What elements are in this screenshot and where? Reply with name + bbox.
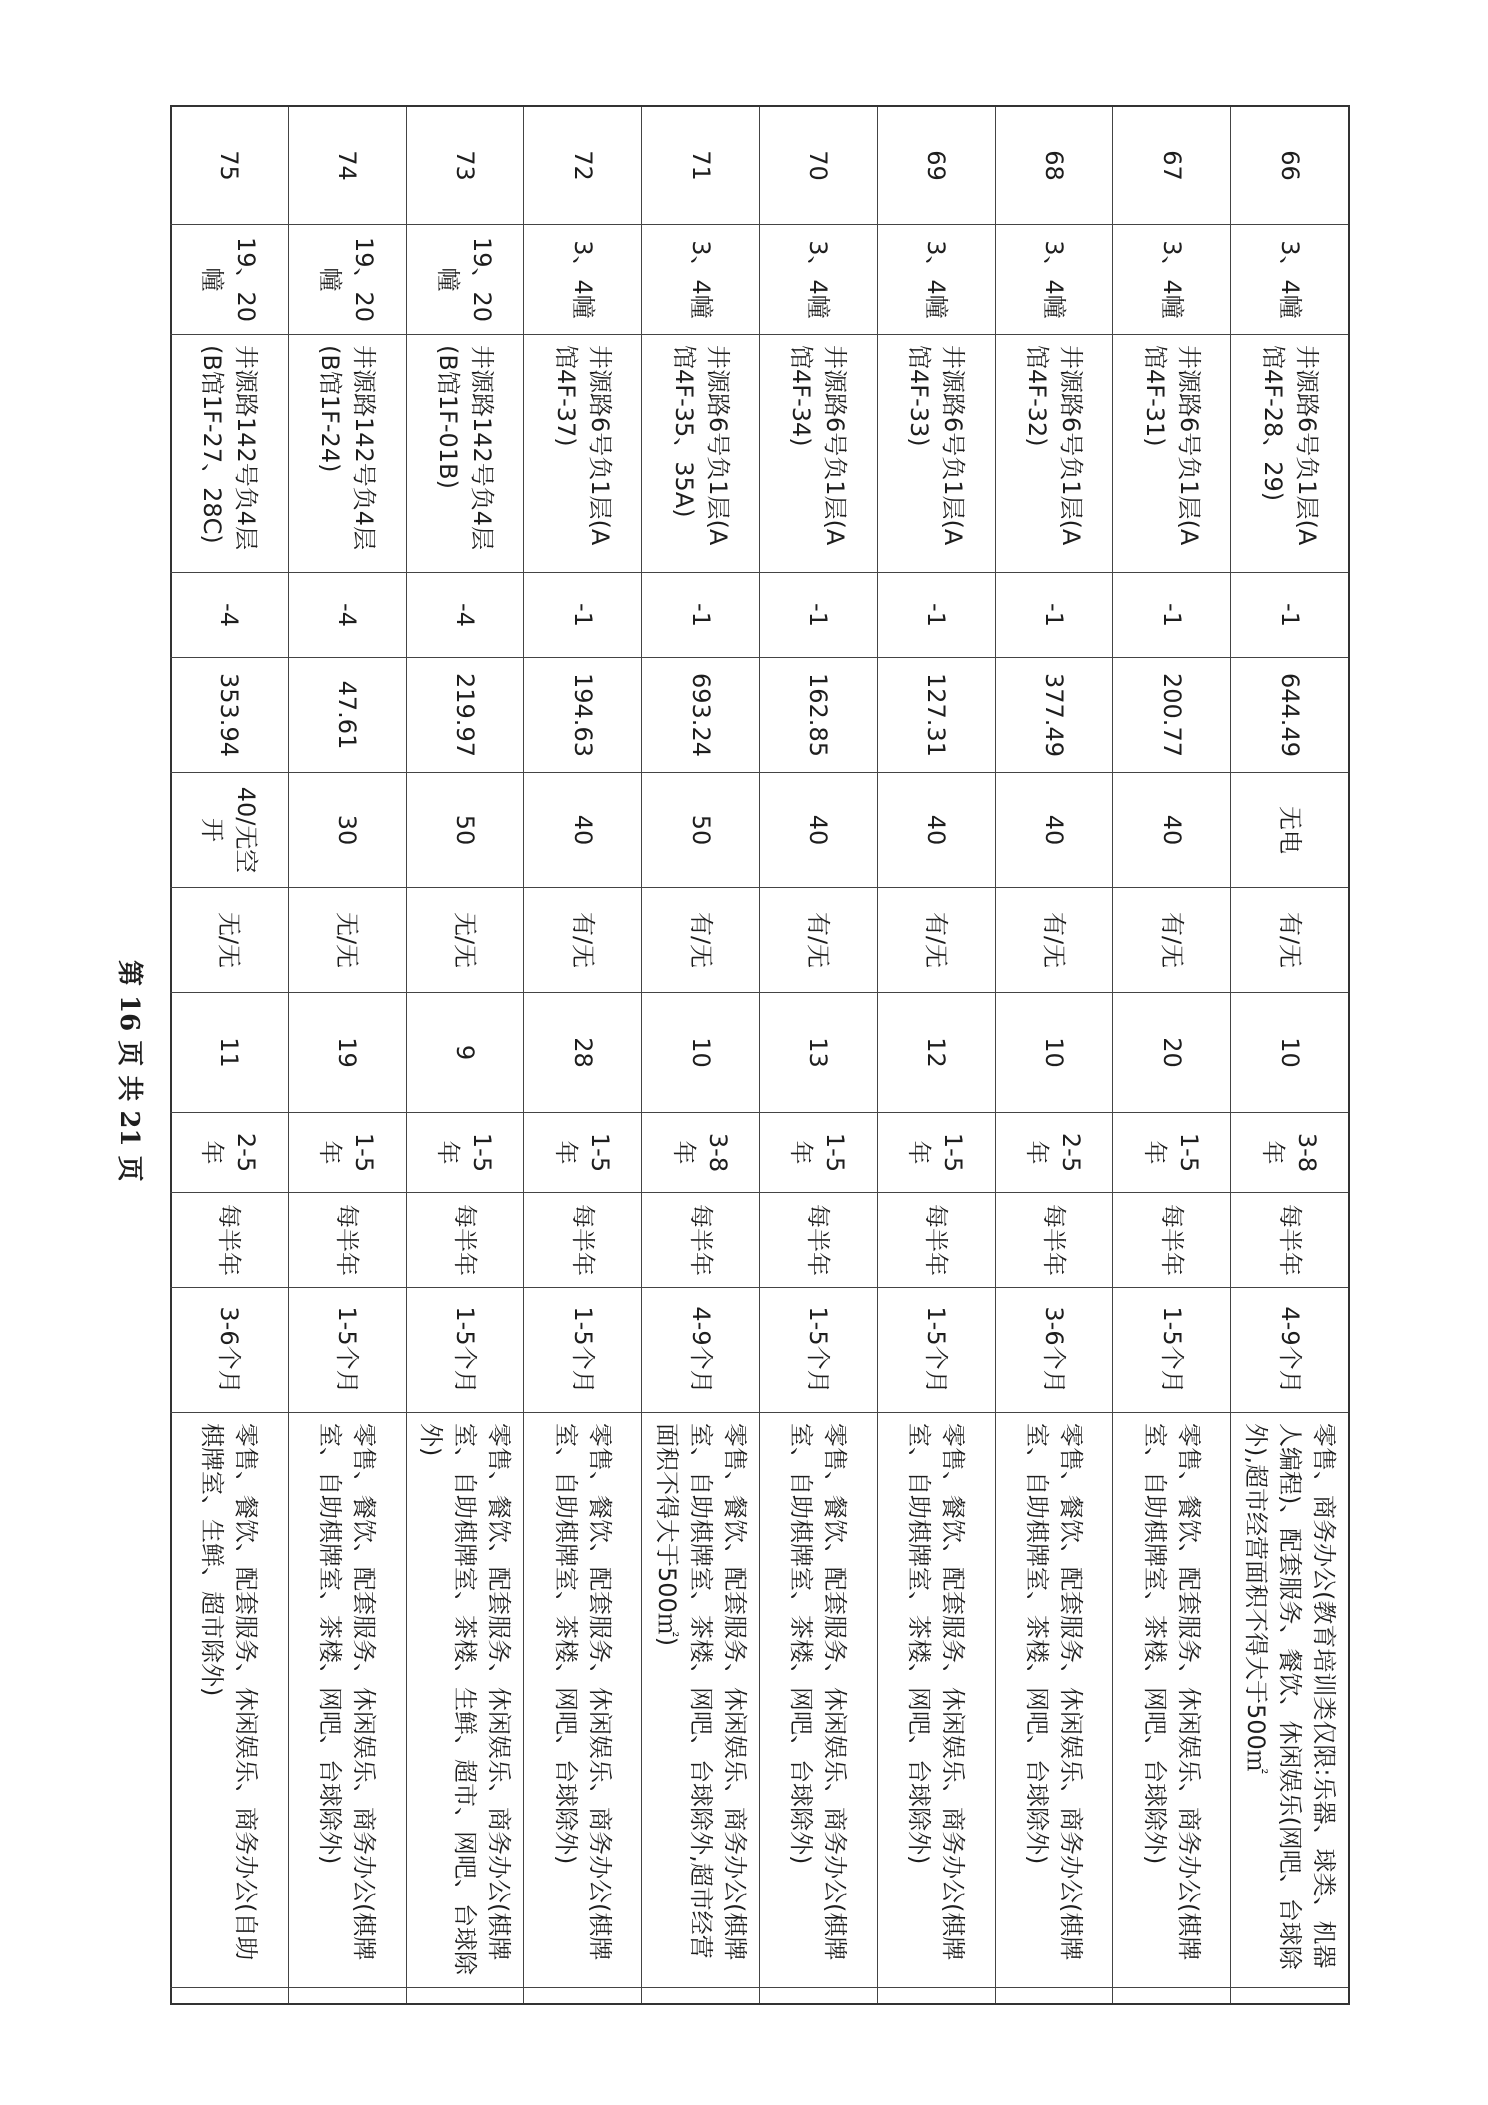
floor-cell: -1 [996, 573, 1113, 658]
area-cell: 377.49 [996, 658, 1113, 773]
quantity-cell: 10 [1231, 993, 1348, 1113]
aircon-cell: 有/无 [524, 888, 641, 993]
rent-free-cell: 1-5个月 [407, 1288, 524, 1413]
rent-free-cell: 3-6个月 [170, 1288, 288, 1413]
row-number: 73 [407, 107, 524, 225]
payment-cell: 每半年 [996, 1193, 1113, 1288]
table-row [288, 107, 406, 2003]
table-row [406, 107, 524, 2003]
aircon-cell: 有/无 [878, 888, 995, 993]
building-cell: 3、4幢 [524, 225, 641, 335]
rent-free-cell: 1-5个月 [1113, 1288, 1230, 1413]
row-number: 70 [760, 107, 877, 225]
aircon-cell: 无/无 [407, 888, 524, 993]
lease-term-cell: 3-8年 [642, 1113, 759, 1193]
rent-free-cell: 1-5个月 [878, 1288, 995, 1413]
rent-free-cell: 1-5个月 [760, 1288, 877, 1413]
rent-free-cell: 1-5个月 [289, 1288, 406, 1413]
table-row [1112, 107, 1230, 2003]
building-cell: 3、4幢 [1113, 225, 1230, 335]
rotated-page [170, 105, 1350, 2005]
table-row [877, 107, 995, 2003]
floor-cell: -1 [1113, 573, 1230, 658]
address-cell: 井源路6号负1层(A馆4F-35、35A) [642, 335, 759, 573]
restriction-cell [170, 1988, 288, 2005]
building-cell: 3、4幢 [996, 225, 1113, 335]
payment-cell: 每半年 [170, 1193, 288, 1288]
quantity-cell: 28 [524, 993, 641, 1113]
power-cell: 40 [524, 773, 641, 888]
address-cell: 井源路6号负1层(A馆4F-32) [996, 335, 1113, 573]
payment-cell: 每半年 [289, 1193, 406, 1288]
payment-cell: 每半年 [407, 1193, 524, 1288]
power-cell: 40 [760, 773, 877, 888]
payment-cell: 每半年 [760, 1193, 877, 1288]
quantity-cell: 10 [642, 993, 759, 1113]
quantity-cell: 19 [289, 993, 406, 1113]
area-cell: 644.49 [1231, 658, 1348, 773]
lease-term-cell: 1-5年 [524, 1113, 641, 1193]
address-cell: 井源路6号负1层(A馆4F-37) [524, 335, 641, 573]
lease-table [170, 105, 1350, 2005]
power-cell: 40 [996, 773, 1113, 888]
restriction-cell [878, 1988, 995, 2005]
area-cell: 353.94 [170, 658, 288, 773]
power-cell: 40 [1113, 773, 1230, 888]
lease-term-cell: 1-5年 [289, 1113, 406, 1193]
power-cell: 30 [289, 773, 406, 888]
area-cell: 200.77 [1113, 658, 1230, 773]
lease-term-cell: 1-5年 [1113, 1113, 1230, 1193]
power-cell: 40 [878, 773, 995, 888]
aircon-cell: 有/无 [996, 888, 1113, 993]
table-row [759, 107, 877, 2003]
restriction-cell [996, 1988, 1113, 2005]
lease-term-cell: 2-5年 [170, 1113, 288, 1193]
building-cell: 19、20幢 [289, 225, 406, 335]
table-row [523, 107, 641, 2003]
floor-cell: -1 [760, 573, 877, 658]
address-cell: 井源路142号负4层(B馆1F-01B) [407, 335, 524, 573]
address-cell: 井源路6号负1层(A馆4F-28、29) [1231, 335, 1348, 573]
lease-term-cell: 3-8年 [1231, 1113, 1348, 1193]
floor-cell: -4 [289, 573, 406, 658]
business-scope-cell: 零售、餐饮、配套服务、休闲娱乐、商务办公(自助棋牌室、生鲜、超市除外) [170, 1413, 288, 1988]
power-cell: 50 [642, 773, 759, 888]
restriction-cell [407, 1988, 524, 2005]
row-number: 67 [1113, 107, 1230, 225]
floor-cell: -4 [170, 573, 288, 658]
page-number: 第 16 页 共 21 页 [114, 960, 144, 1182]
row-number: 74 [289, 107, 406, 225]
area-cell: 693.24 [642, 658, 759, 773]
quantity-cell: 11 [170, 993, 288, 1113]
business-scope-cell: 零售、餐饮、配套服务、休闲娱乐、商务办公(棋牌室、自助棋牌室、茶楼、网吧、台球除外) [1113, 1413, 1230, 1988]
page-footer [114, 960, 178, 1220]
restriction-cell [289, 1988, 406, 2005]
restriction-cell [1113, 1988, 1230, 2005]
restriction-cell [642, 1988, 759, 2005]
quantity-cell: 9 [407, 993, 524, 1113]
quantity-cell: 20 [1113, 993, 1230, 1113]
table-row [1230, 107, 1348, 2003]
table-row [170, 107, 288, 2003]
area-cell: 127.31 [878, 658, 995, 773]
table-row [995, 107, 1113, 2003]
business-scope-cell: 零售、餐饮、配套服务、休闲娱乐、商务办公(棋牌室、自助棋牌室、茶楼、网吧、台球除外) [760, 1413, 877, 1988]
rent-free-cell: 4-9个月 [642, 1288, 759, 1413]
power-cell: 无电 [1231, 773, 1348, 888]
payment-cell: 每半年 [1113, 1193, 1230, 1288]
quantity-cell: 13 [760, 993, 877, 1113]
lease-term-cell: 2-5年 [996, 1113, 1113, 1193]
rent-free-cell: 3-6个月 [996, 1288, 1113, 1413]
floor-cell: -1 [1231, 573, 1348, 658]
area-cell: 162.85 [760, 658, 877, 773]
payment-cell: 每半年 [1231, 1193, 1348, 1288]
power-cell: 50 [407, 773, 524, 888]
floor-cell: -1 [642, 573, 759, 658]
rent-free-cell: 4-9个月 [1231, 1288, 1348, 1413]
aircon-cell: 有/无 [1113, 888, 1230, 993]
lease-term-cell: 1-5年 [878, 1113, 995, 1193]
business-scope-cell: 零售、餐饮、配套服务、休闲娱乐、商务办公(棋牌室、自助棋牌室、茶楼、网吧、台球除外,超市经营面积不得大于500㎡) [642, 1413, 759, 1988]
table-row [641, 107, 759, 2003]
row-number: 71 [642, 107, 759, 225]
lease-term-cell: 1-5年 [407, 1113, 524, 1193]
aircon-cell: 无/无 [170, 888, 288, 993]
business-scope-cell: 零售、餐饮、配套服务、休闲娱乐、商务办公(棋牌室、自助棋牌室、茶楼、网吧、台球除外) [524, 1413, 641, 1988]
floor-cell: -1 [524, 573, 641, 658]
payment-cell: 每半年 [878, 1193, 995, 1288]
address-cell: 井源路142号负4层(B馆1F-27、28C) [170, 335, 288, 573]
building-cell: 3、4幢 [878, 225, 995, 335]
address-cell: 井源路6号负1层(A馆4F-34) [760, 335, 877, 573]
row-number: 69 [878, 107, 995, 225]
restriction-cell [1231, 1988, 1348, 2005]
address-cell: 井源路6号负1层(A馆4F-33) [878, 335, 995, 573]
restriction-cell [760, 1988, 877, 2005]
restriction-cell [524, 1988, 641, 2005]
business-scope-cell: 零售、餐饮、配套服务、休闲娱乐、商务办公(棋牌室、自助棋牌室、茶楼、网吧、台球除外) [878, 1413, 995, 1988]
floor-cell: -1 [878, 573, 995, 658]
business-scope-cell: 零售、餐饮、配套服务、休闲娱乐、商务办公(棋牌室、自助棋牌室、茶楼、网吧、台球除外) [289, 1413, 406, 1988]
quantity-cell: 12 [878, 993, 995, 1113]
business-scope-cell: 零售、餐饮、配套服务、休闲娱乐、商务办公(棋牌室、自助棋牌室、茶楼、网吧、台球除外) [996, 1413, 1113, 1988]
area-cell: 219.97 [407, 658, 524, 773]
building-cell: 3、4幢 [760, 225, 877, 335]
aircon-cell: 有/无 [1231, 888, 1348, 993]
payment-cell: 每半年 [642, 1193, 759, 1288]
row-number: 66 [1231, 107, 1348, 225]
power-cell: 40/无空开 [170, 773, 288, 888]
row-number: 68 [996, 107, 1113, 225]
area-cell: 194.63 [524, 658, 641, 773]
building-cell: 19、20幢 [407, 225, 524, 335]
row-number: 75 [170, 107, 288, 225]
row-number: 72 [524, 107, 641, 225]
quantity-cell: 10 [996, 993, 1113, 1113]
building-cell: 3、4幢 [1231, 225, 1348, 335]
area-cell: 47.61 [289, 658, 406, 773]
rent-free-cell: 1-5个月 [524, 1288, 641, 1413]
aircon-cell: 有/无 [760, 888, 877, 993]
address-cell: 井源路6号负1层(A馆4F-31) [1113, 335, 1230, 573]
floor-cell: -4 [407, 573, 524, 658]
building-cell: 19、20幢 [170, 225, 288, 335]
business-scope-cell: 零售、餐饮、配套服务、休闲娱乐、商务办公(棋牌室、自助棋牌室、茶楼、生鲜、超市、网吧、台球除外) [407, 1413, 524, 1988]
building-cell: 3、4幢 [642, 225, 759, 335]
lease-term-cell: 1-5年 [760, 1113, 877, 1193]
payment-cell: 每半年 [524, 1193, 641, 1288]
address-cell: 井源路142号负4层(B馆1F-24) [289, 335, 406, 573]
aircon-cell: 无/无 [289, 888, 406, 993]
aircon-cell: 有/无 [642, 888, 759, 993]
business-scope-cell: 零售、商务办公(教育培训类仅限:乐器、球类、机器人编程)、配套服务、餐饮、休闲娱乐(网吧、台球除外),超市经营面积不得大于500㎡ [1231, 1413, 1348, 1988]
